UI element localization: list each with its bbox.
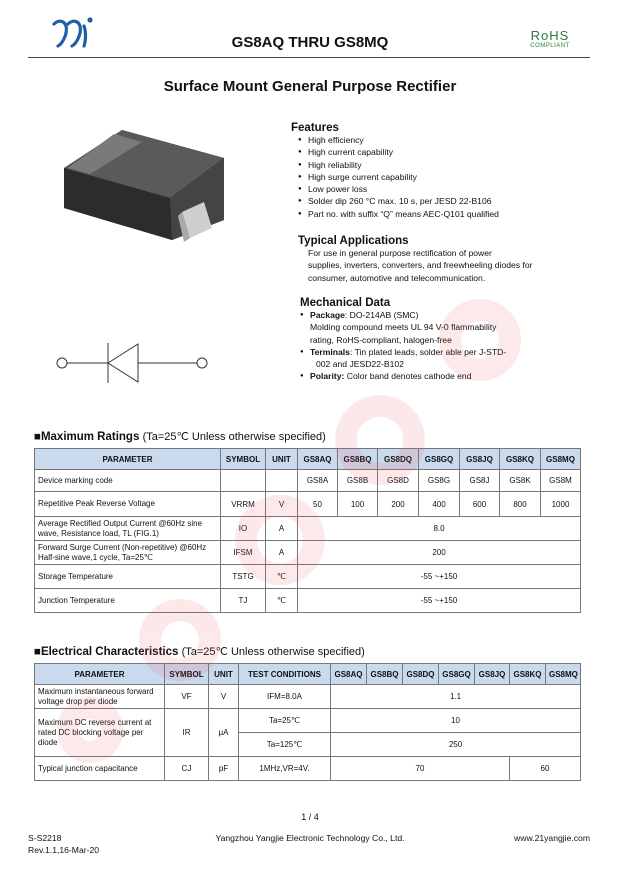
max-ratings-title	[34, 430, 326, 443]
features-list	[298, 134, 499, 220]
column-header: GS8GQ	[439, 664, 475, 685]
page-subtitle: Surface Mount General Purpose Rectifier	[163, 78, 457, 95]
value-cell: 250	[331, 733, 581, 757]
param-cell: Storage Temperature	[35, 565, 221, 589]
rohs-sublabel: COMPLIANT	[530, 43, 570, 49]
column-header: GS8KQ	[510, 664, 546, 685]
value-cell: -55 ~+150	[298, 589, 581, 613]
column-header: UNIT	[266, 449, 298, 470]
max-ratings-condition: (Ta=25℃ Unless otherwise specified)	[142, 431, 326, 443]
applications-line: supplies, inverters, converters, and freewheeling diodes for	[308, 260, 533, 271]
terminals-line: 002 and JESD22-B102	[316, 359, 404, 370]
applications-section	[298, 235, 533, 284]
mechanical-package	[300, 309, 506, 321]
rohs-label: RoHS	[530, 28, 570, 43]
param-cell: Maximum instantaneous forward voltage drop per diode	[35, 685, 165, 709]
table-row	[35, 492, 581, 517]
elec-condition: (Ta=25℃ Unless otherwise specified)	[181, 646, 365, 658]
param-cell: Typical junction capacitance	[35, 757, 165, 781]
value-cell: 400	[419, 492, 460, 517]
feature-item: ● Part no. with suffix “Q” means AEC-Q101 qualified	[298, 208, 499, 220]
max-ratings-table	[34, 448, 581, 613]
value-cell: 200	[378, 492, 419, 517]
value-cell: GS8K	[500, 470, 541, 492]
column-header: GS8AQ	[298, 449, 338, 470]
package-image	[52, 118, 232, 248]
mechanical-terminals	[300, 346, 506, 358]
column-header: GS8DQ	[403, 664, 439, 685]
unit-cell: ℃	[266, 589, 298, 613]
column-header: UNIT	[209, 664, 239, 685]
applications-line: consumer, automotive and telecommunication.	[308, 272, 486, 283]
symbol-cell: TSTG	[221, 565, 266, 589]
unit-cell: A	[266, 541, 298, 565]
header-divider	[28, 57, 590, 58]
elec-title	[34, 645, 365, 658]
column-header: SYMBOL	[221, 449, 266, 470]
column-header: GS8DQ	[378, 449, 419, 470]
polarity-value: Color band denotes cathode end	[344, 371, 472, 382]
mechanical-heading: Mechanical Data	[300, 297, 391, 309]
column-header: GS8GQ	[419, 449, 460, 470]
table-row	[35, 565, 581, 589]
mechanical-section	[300, 297, 506, 383]
value-cell: -55 ~+150	[298, 565, 581, 589]
features-heading: Features	[291, 122, 339, 134]
value-cell: 60	[510, 757, 581, 781]
package-label: Package	[310, 310, 345, 320]
elec-heading: ■Electrical Characteristics	[34, 646, 179, 658]
column-header: GS8MQ	[541, 449, 581, 470]
table-row	[35, 589, 581, 613]
rohs-badge	[522, 28, 578, 49]
symbol-cell	[221, 470, 266, 492]
value-cell: 800	[500, 492, 541, 517]
table-row	[35, 709, 581, 733]
value-cell: GS8A	[298, 470, 338, 492]
elec-table	[34, 663, 581, 781]
feature-item: ● Solder dip 260 °C max. 10 s, per JESD 22-B106	[298, 195, 499, 207]
feature-item: ● High surge current capability	[298, 171, 499, 183]
package-value: : DO-214AB (SMC)	[344, 310, 419, 320]
feature-item: ● High reliability	[298, 159, 499, 171]
unit-cell: V	[209, 685, 239, 709]
condition-cell: Ta=125℃	[239, 733, 331, 757]
column-header: PARAMETER	[35, 449, 221, 470]
features-section	[291, 122, 499, 220]
column-header: GS8BQ	[338, 449, 378, 470]
document-title: GS8AQ THRU GS8MQ	[231, 34, 389, 51]
value-cell: GS8D	[378, 470, 419, 492]
table-header-row	[35, 449, 581, 470]
unit-cell: A	[266, 517, 298, 541]
table-header-row	[35, 664, 581, 685]
unit-cell	[266, 470, 298, 492]
footer-company: Yangzhou Yangjie Electronic Technology Co., Ltd.	[215, 833, 405, 843]
package-line: Molding compound meets UL 94 V-0 flammability	[310, 322, 497, 333]
value-cell: 8.0	[298, 517, 581, 541]
feature-item: ● High current capability	[298, 146, 499, 158]
value-cell: 10	[331, 709, 581, 733]
max-ratings-heading: ■Maximum Ratings	[34, 431, 140, 443]
diode-symbol-icon	[52, 338, 212, 388]
value-cell: GS8M	[541, 470, 581, 492]
value-cell: 1000	[541, 492, 581, 517]
polarity-label: Polarity:	[310, 371, 345, 382]
value-cell: 200	[298, 541, 581, 565]
footer-doc-no: S-S2218	[28, 833, 62, 843]
column-header: PARAMETER	[35, 664, 165, 685]
terminals-value: : Tin plated leads, solder able per J-STD-	[349, 346, 507, 357]
param-cell: Junction Temperature	[35, 589, 221, 613]
table-row	[35, 685, 581, 709]
param-cell: Device marking code	[35, 470, 221, 492]
footer-revision: Rev.1.1,16-Mar-20	[28, 845, 100, 855]
package-line: rating, RoHS-compliant, halogen-free	[310, 334, 452, 345]
mechanical-polarity	[300, 370, 506, 382]
value-cell: 50	[298, 492, 338, 517]
value-cell: GS8G	[419, 470, 460, 492]
value-cell: GS8B	[338, 470, 378, 492]
applications-heading: Typical Applications	[298, 235, 409, 247]
value-cell: GS8J	[460, 470, 500, 492]
table-row	[35, 517, 581, 541]
column-header: GS8JQ	[460, 449, 500, 470]
symbol-cell: IR	[165, 709, 209, 757]
symbol-cell: VRRM	[221, 492, 266, 517]
unit-cell: pF	[209, 757, 239, 781]
column-header: GS8JQ	[475, 664, 510, 685]
unit-cell: ℃	[266, 565, 298, 589]
table-row	[35, 757, 581, 781]
param-cell: Forward Surge Current (Non-repetitive) @60Hz Half-sine wave,1 cycle, Ta=25℃	[35, 541, 221, 565]
symbol-cell: TJ	[221, 589, 266, 613]
param-cell: Average Rectified Output Current @60Hz sine wave, Resistance load, TL (FIG.1)	[35, 517, 221, 541]
symbol-cell: VF	[165, 685, 209, 709]
symbol-cell: CJ	[165, 757, 209, 781]
column-header: GS8BQ	[367, 664, 403, 685]
unit-cell: V	[266, 492, 298, 517]
column-header: TEST CONDITIONS	[239, 664, 331, 685]
condition-cell: IFM=8.0A	[239, 685, 331, 709]
applications-line: For use in general purpose rectification of power	[308, 248, 492, 258]
feature-item: ● High efficiency	[298, 134, 499, 146]
value-cell: 100	[338, 492, 378, 517]
column-header: GS8KQ	[500, 449, 541, 470]
footer-website: www.21yangjie.com	[514, 833, 590, 843]
column-header: GS8MQ	[546, 664, 581, 685]
value-cell: 600	[460, 492, 500, 517]
symbol-cell: IO	[221, 517, 266, 541]
table-row	[35, 470, 581, 492]
param-cell: Maximum DC reverse current at rated DC blocking voltage per diode	[35, 709, 165, 757]
condition-cell: Ta=25℃	[239, 709, 331, 733]
param-cell: Repetitive Peak Reverse Voltage	[35, 492, 221, 517]
value-cell: 70	[331, 757, 510, 781]
condition-cell: 1MHz,VR=4V.	[239, 757, 331, 781]
terminals-label: Terminals	[310, 346, 350, 357]
unit-cell: μA	[209, 709, 239, 757]
page-number: 1 / 4	[301, 812, 319, 822]
value-cell: 1.1	[331, 685, 581, 709]
symbol-cell: IFSM	[221, 541, 266, 565]
feature-item: ● Low power loss	[298, 183, 499, 195]
column-header: GS8AQ	[331, 664, 367, 685]
column-header: SYMBOL	[165, 664, 209, 685]
table-row	[35, 541, 581, 565]
